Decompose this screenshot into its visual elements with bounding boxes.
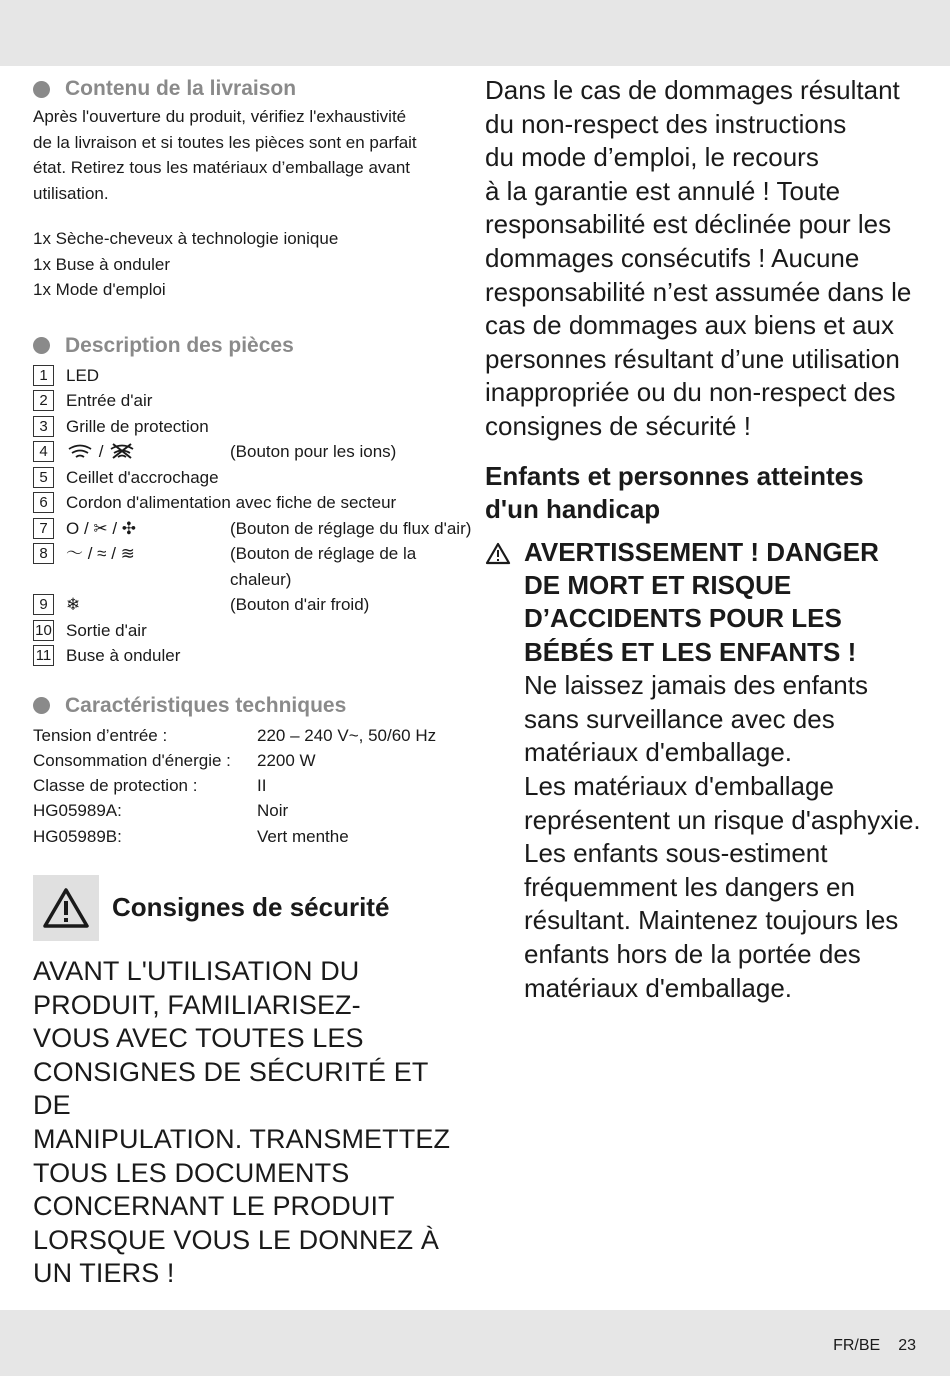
part-label: LED: [66, 365, 100, 385]
left-column: [33, 74, 473, 1291]
list-item: [33, 516, 473, 542]
part-label: Ceillet d'accrochage: [66, 467, 219, 487]
spec-value: 220 – 240 V~, 50/60 Hz: [257, 725, 437, 745]
table-row: [33, 723, 473, 748]
spec-value: Noir: [257, 801, 289, 821]
text-line: responsabilité n’est assumée dans le: [485, 276, 912, 307]
text-line: Ne laissez jamais des enfants: [524, 670, 868, 701]
heat-symbols: 〜 / ≈ / ≋: [66, 544, 135, 563]
text-line: d'un handicap: [485, 493, 661, 524]
symbol-separator: /: [98, 442, 104, 461]
text-line: AVERTISSEMENT ! DANGER: [524, 536, 879, 567]
part-label: Entrée d'air: [66, 391, 153, 410]
contenu-items: [33, 226, 473, 303]
section-heading-contenu: [33, 74, 473, 104]
text-line: BÉBÉS ET LES ENFANTS !: [524, 636, 857, 667]
text-line: sans surveillance avec des: [524, 703, 835, 734]
part-number: 4: [33, 441, 54, 462]
safety-title: Consignes de sécurité: [112, 892, 390, 923]
heading-text: Description des pièces: [65, 333, 294, 357]
text-line: enfants hors de la portée des: [524, 938, 861, 969]
specs-table: [33, 723, 473, 849]
section-heading-description: [33, 331, 473, 361]
text-line: VOUS AVEC TOUTES LES: [33, 1023, 364, 1054]
list-item: 1x Buse à onduler: [33, 254, 171, 274]
part-label: Buse à onduler: [66, 646, 181, 665]
part-description: (Bouton pour les ions): [230, 442, 397, 461]
list-item: [33, 363, 473, 389]
bullet-dot: [33, 337, 50, 354]
list-item: [33, 643, 473, 669]
text-line: CONSIGNES DE SÉCURITÉ ET DE: [33, 1056, 428, 1121]
text-line: dommages consécutifs ! Aucune: [485, 242, 860, 273]
text-line: utilisation.: [33, 183, 109, 203]
text-line: inappropriée ou du non-respect des: [485, 377, 896, 408]
text-line: TOUS LES DOCUMENTS: [33, 1157, 350, 1188]
text-line: matériaux d'emballage.: [524, 737, 792, 768]
list-item: [33, 618, 473, 644]
table-row: [33, 773, 473, 798]
part-number: 8: [33, 543, 54, 564]
snowflake-icon: ❄: [66, 595, 81, 614]
heading-text: Contenu de la livraison: [65, 77, 297, 100]
spec-value: Vert menthe: [257, 826, 349, 846]
ion-off-icon: [108, 443, 136, 459]
warning-triangle-icon: [33, 875, 99, 941]
text-line: du mode d’emploi, le recours: [485, 142, 819, 173]
spec-key: Consommation d'énergie :: [33, 750, 231, 770]
part-label: Cordon d'alimentation avec fiche de secteur: [66, 493, 397, 512]
text-line: UN TIERS !: [33, 1258, 175, 1289]
text-line: Dans le cas de dommages résultant: [485, 75, 900, 105]
part-number: 9: [33, 594, 54, 615]
list-item: [33, 592, 473, 618]
text-line: Enfants et personnes atteintes: [485, 460, 864, 491]
warning-body: [524, 669, 921, 1005]
table-row: [33, 748, 473, 773]
heading-text: Caractéristiques techniques: [65, 693, 347, 717]
warning-block: [485, 536, 925, 1006]
text-line: Les enfants sous-estiment: [524, 838, 828, 869]
part-number: 1: [33, 365, 54, 386]
text-line: personnes résultant d’une utilisation: [485, 343, 900, 374]
part-number: 10: [33, 620, 54, 641]
text-line: AVANT L'UTILISATION DU: [33, 955, 360, 986]
part-number: 2: [33, 390, 54, 411]
spec-value: 2200 W: [257, 750, 316, 770]
text-line: de la livraison et si toutes les pièces sont en parfait: [33, 132, 417, 152]
list-item: [33, 439, 473, 465]
text-line: fréquemment les dangers en: [524, 871, 855, 902]
list-item: [33, 541, 473, 592]
list-item: [33, 414, 473, 440]
page-number: 23: [898, 1337, 916, 1354]
section-heading-specs: [33, 691, 473, 721]
spec-key: HG05989B:: [33, 826, 122, 846]
table-row: [33, 824, 473, 849]
airflow-symbols: O / ✂ / ✣: [66, 518, 137, 538]
safety-header: [33, 875, 473, 941]
part-label: Sortie d'air: [66, 620, 147, 640]
part-number: 5: [33, 467, 54, 488]
parts-list: [33, 363, 473, 669]
ion-waves-icon: [66, 443, 94, 459]
right-column: [485, 74, 925, 1005]
language-code: FR/BE: [833, 1337, 881, 1354]
warning-triangle-icon: [485, 536, 524, 1006]
text-line: CONCERNANT LE PRODUIT: [33, 1191, 395, 1222]
text-line: Après l'ouverture du produit, vérifiez l'exhaustivité: [33, 107, 407, 126]
part-number: 7: [33, 518, 54, 539]
table-row: [33, 798, 473, 823]
warning-content: [524, 536, 921, 1006]
text-line: responsabilité est déclinée pour les: [485, 209, 892, 240]
part-description: (Bouton de réglage du flux d'air): [230, 518, 472, 538]
top-band: [0, 0, 950, 66]
list-item: [33, 388, 473, 414]
page-footer: [815, 1337, 916, 1355]
text-line: PRODUIT, FAMILIARISEZ-: [33, 989, 361, 1020]
part-label: Grille de protection: [66, 416, 209, 436]
bullet-dot: [33, 81, 50, 98]
text-line: à la garantie est annulé ! Toute: [485, 175, 841, 206]
list-item: [33, 490, 473, 516]
text-line: représentent un risque d'asphyxie.: [524, 804, 921, 835]
spec-key: Tension d’entrée :: [33, 725, 168, 745]
text-line: consignes de sécurité !: [485, 410, 751, 441]
bottom-band: [0, 1310, 950, 1376]
text-line: cas de dommages aux biens et aux: [485, 310, 895, 341]
text-line: état. Retirez tous les matériaux d’emballage avant: [33, 158, 411, 177]
part-number: 6: [33, 492, 54, 513]
text-line: matériaux d'emballage.: [524, 972, 792, 1003]
list-item: 1x Sèche-cheveux à technologie ionique: [33, 229, 339, 248]
spec-key: Classe de protection :: [33, 776, 198, 796]
list-item: [33, 465, 473, 491]
warning-title: [524, 536, 921, 670]
text-line: résultant. Maintenez toujours les: [524, 905, 899, 936]
part-number: 11: [33, 645, 54, 666]
spec-key: HG05989A:: [33, 801, 122, 821]
part-number: 3: [33, 416, 54, 437]
safety-caps-text: [33, 955, 473, 1291]
children-heading: [485, 460, 925, 526]
text-line: Les matériaux d'emballage: [524, 770, 834, 801]
part-description: (Bouton d'air froid): [230, 595, 370, 614]
liability-paragraph: [485, 74, 925, 444]
text-line: LORSQUE VOUS LE DONNEZ À: [33, 1224, 439, 1255]
text-line: D’ACCIDENTS POUR LES: [524, 603, 842, 634]
contenu-intro: [33, 104, 473, 206]
text-line: du non-respect des instructions: [485, 108, 847, 139]
list-item: 1x Mode d'emploi: [33, 280, 166, 299]
part-symbols: [66, 439, 230, 465]
spec-value: II: [257, 776, 267, 796]
bullet-dot: [33, 697, 50, 714]
part-description: (Bouton de réglage de la chaleur): [230, 544, 417, 589]
text-line: MANIPULATION. TRANSMETTEZ: [33, 1123, 451, 1154]
text-line: DE MORT ET RISQUE: [524, 569, 792, 600]
